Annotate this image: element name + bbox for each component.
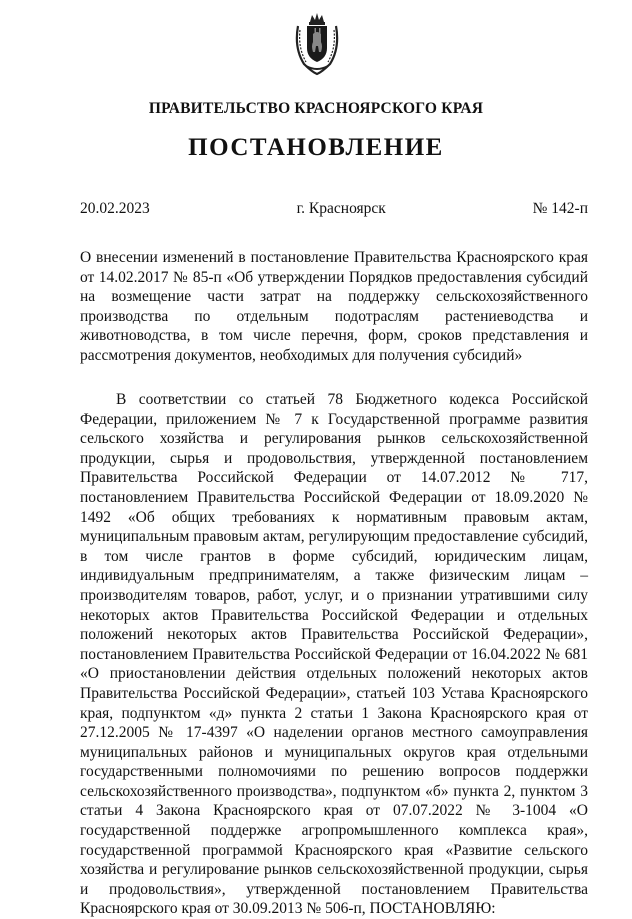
document-meta <box>80 200 588 218</box>
government-title: ПРАВИТЕЛЬСТВО КРАСНОЯРСКОГО КРАЯ <box>148 100 484 117</box>
document-type: ПОСТАНОВЛЕНИЕ <box>188 134 444 161</box>
document-date: 20.02.2023 <box>80 200 150 217</box>
document-number: № 142-п <box>532 200 588 217</box>
document-body: В соответствии со статьей 78 Бюджетного кодекса Российской Федерации, приложением № 7 к Государственной программе развития сельского хозяйства и регулирования рынков сельскохозяйственной продукции, сырья и продовольствия, утвержденной постановлением Правительства Российской Федерации от 14.07.2012 № 717, постановлением Правительства Российской Федерации от 18.09.2020 № 1492 «Об общих требованиях к нормативным правовым актам, муниципальным правовым актам, регулирующим предоставление субсидий, в том числе грантов в форме субсидий, юридическим лицам, индивидуальным предпринимателям, а также физическим лицам – производителям товаров, работ, услуг, и о признании утратившими силу некоторых актов Правительства Российской Федерации и отдельных положений некоторых актов Правительства Российской Федерации», постановлением Правительства Российской Федерации от 16.04.2022 № 681 «О приостановлении действия отдельных положений некоторых актов Правительства Российской Федерации», статьей 103 Устава Красноярского края, подпунктом «д» пункта 2 статьи 1 Закона Красноярского края от 27.12.2005 № 17-4397 «О наделении органов местного самоуправления муниципальных районов и муниципальных округов края отдельными государственными полномочиями по решению вопросов поддержки сельскохозяйственного производства», подпунктом «б» пункта 2, пунктом 3 статьи 4 Закона Красноярского края от 07.07.2022 № 3-1004 «О государственной поддержке агропромышленного комплекса края», государственной программой Красноярского края «Развитие сельского хозяйства и регулирование рынков сельскохозяйственной продукции, сырья и продовольствия», утвержденной постановлением Правительства Красноярского края от 30.09.2013 № 506-п, ПОСТАНОВЛЯЮ: <box>80 391 588 918</box>
document-city: г. Красноярск <box>296 200 386 217</box>
document-subject: О внесении изменений в постановление Правительства Красноярского края от 14.02.2017 № 85-п «Об утверждении Порядков предоставления субсидий на возмещение части затрат на поддержку сельскохозяйственного производства по отдельным подотраслям растениеводства и животноводства, в том числе перечня, форм, сроков представления и рассмотрения документов, необходимых для получения субсидий» <box>80 249 588 364</box>
coat-of-arms-icon <box>294 12 340 76</box>
